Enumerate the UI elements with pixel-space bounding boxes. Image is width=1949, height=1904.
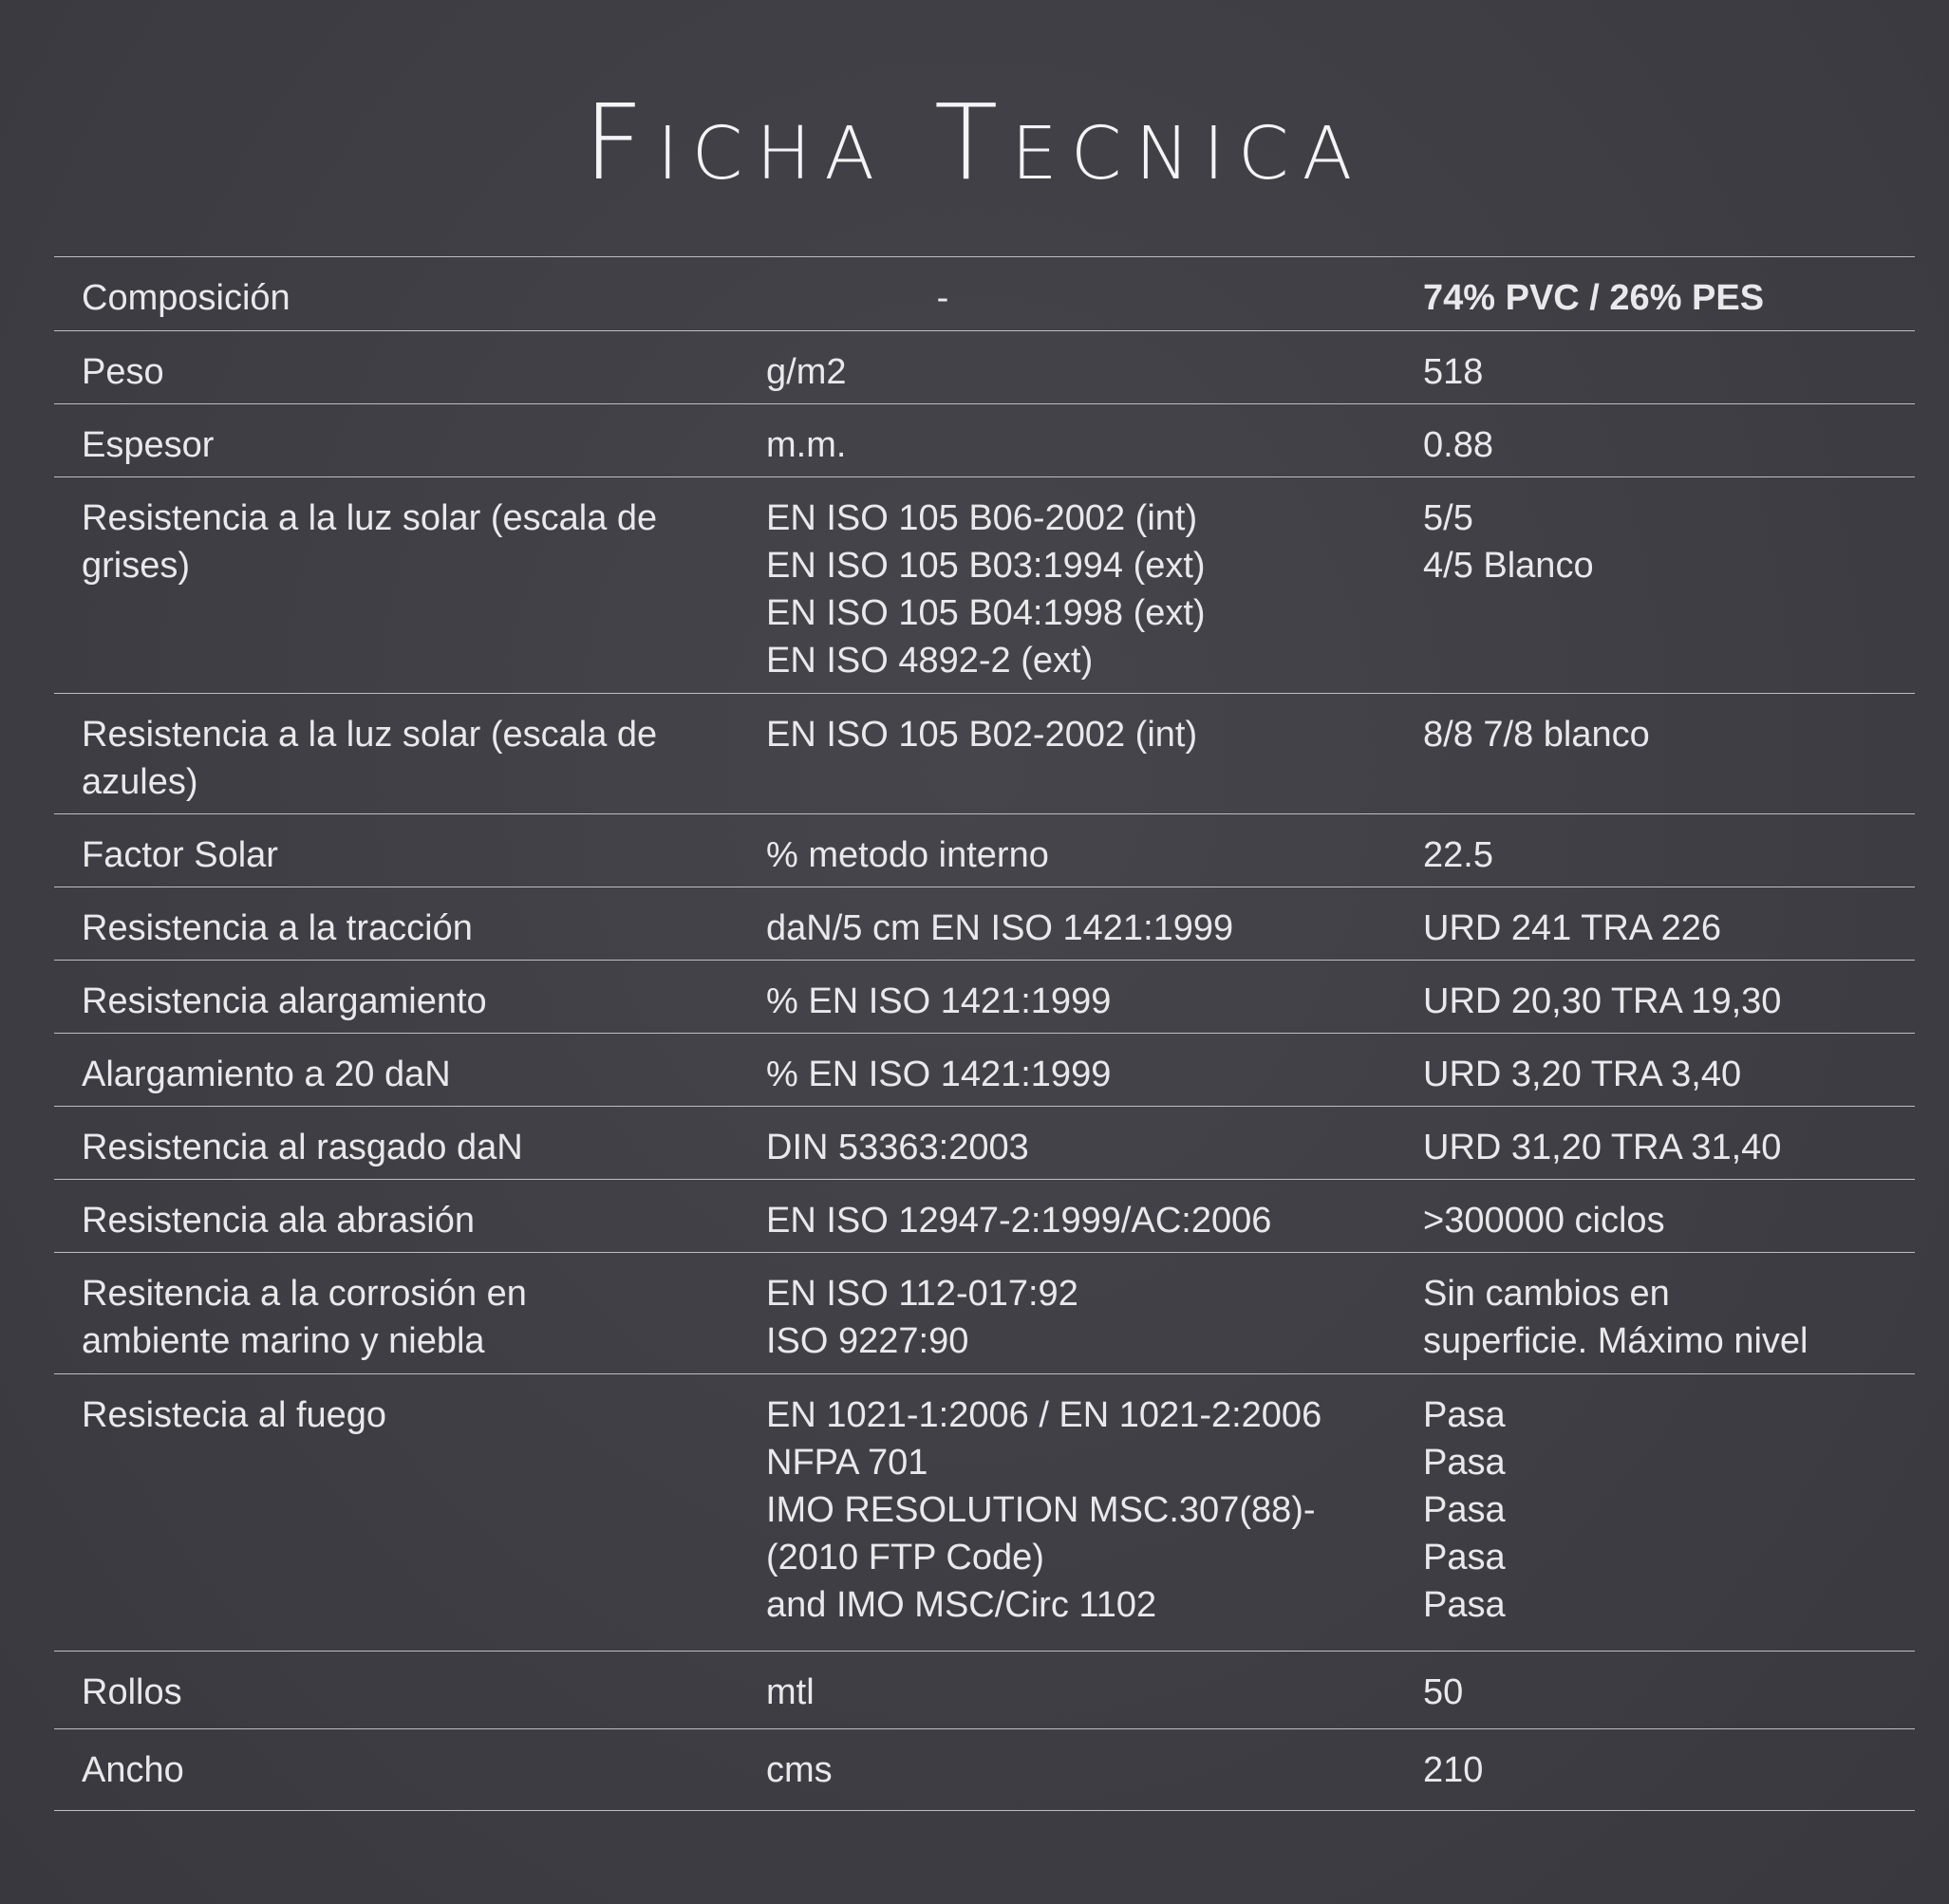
table-row [54,1180,1915,1253]
value-cell: 8/8 7/8 blanco [1423,715,1650,755]
table-row [54,961,1915,1034]
value-cell: 210 [1423,1750,1484,1790]
method-cell: m.m. [766,425,847,465]
table-row [54,694,1915,814]
property-cell: Espesor [82,425,215,465]
value-cell: >300000 ciclos [1423,1201,1665,1241]
method-cell: % EN ISO 1421:1999 [766,1055,1112,1094]
value-cell: Pasa Pasa Pasa Pasa Pasa [1423,1395,1506,1625]
property-cell: Resistecia al fuego [82,1395,387,1435]
method-cell: EN ISO 105 B06-2002 (int) EN ISO 105 B03:1994 (ext) EN ISO 105 B04:1998 (ext) EN ISO 4892-2 (ext) [766,498,1206,681]
table-row [54,331,1915,404]
value-cell: URD 3,20 TRA 3,40 [1423,1055,1742,1094]
page-title: Ficha Tecnica [583,82,1366,203]
value-cell: 22.5 [1423,835,1493,875]
method-cell: g/m2 [766,352,847,392]
property-cell: Ancho [82,1750,184,1790]
property-cell: Resistencia a la tracción [82,908,473,948]
table-row [54,1652,1915,1729]
method-cell: % metodo interno [766,835,1049,875]
method-cell: EN ISO 12947-2:1999/AC:2006 [766,1201,1272,1241]
value-cell: URD 31,20 TRA 31,40 [1423,1128,1782,1167]
value-cell: 518 [1423,352,1484,392]
table-row [54,404,1915,477]
property-cell: Peso [82,352,164,392]
table-row [54,1107,1915,1180]
table-row [54,1034,1915,1107]
table-row [54,477,1915,694]
method-cell: daN/5 cm EN ISO 1421:1999 [766,908,1234,948]
property-cell: Resitencia a la corrosión en ambiente marino y niebla [82,1274,527,1361]
method-cell: % EN ISO 1421:1999 [766,981,1112,1021]
property-cell: Resistencia al rasgado daN [82,1128,523,1167]
property-cell: Alargamiento a 20 daN [82,1055,451,1094]
method-cell: - [936,278,949,318]
value-cell: 5/5 4/5 Blanco [1423,498,1594,586]
value-cell: URD 241 TRA 226 [1423,908,1722,948]
method-cell: EN ISO 112-017:92 ISO 9227:90 [766,1274,1078,1361]
value-cell: URD 20,30 TRA 19,30 [1423,981,1782,1021]
spec-table [54,256,1915,1811]
property-cell: Resistencia ala abrasión [82,1201,476,1241]
property-cell: Resistencia a la luz solar (escala de azules) [82,715,658,802]
table-row [54,1374,1915,1652]
value-cell: Sin cambios en superficie. Máximo nivel [1423,1274,1808,1361]
property-cell: Rollos [82,1672,182,1712]
method-cell: mtl [766,1672,815,1712]
property-cell: Factor Solar [82,835,278,875]
value-cell: 0.88 [1423,425,1493,465]
table-row [54,887,1915,961]
method-cell: EN ISO 105 B02-2002 (int) [766,715,1198,755]
table-row [54,1253,1915,1374]
method-cell: cms [766,1750,833,1790]
method-cell: EN 1021-1:2006 / EN 1021-2:2006 NFPA 701 IMO RESOLUTION MSC.307(88)- (2010 FTP Code) and IMO MSC/Circ 1102 [766,1395,1322,1625]
value-cell: 50 [1423,1672,1464,1712]
value-cell: 74% PVC / 26% PES [1423,278,1765,318]
method-cell: DIN 53363:2003 [766,1128,1029,1167]
table-row [54,257,1915,331]
table-row [54,1729,1915,1811]
property-cell: Composición [82,278,290,318]
property-cell: Resistencia a la luz solar (escala de grises) [82,498,658,586]
table-row [54,814,1915,887]
property-cell: Resistencia alargamiento [82,981,487,1021]
